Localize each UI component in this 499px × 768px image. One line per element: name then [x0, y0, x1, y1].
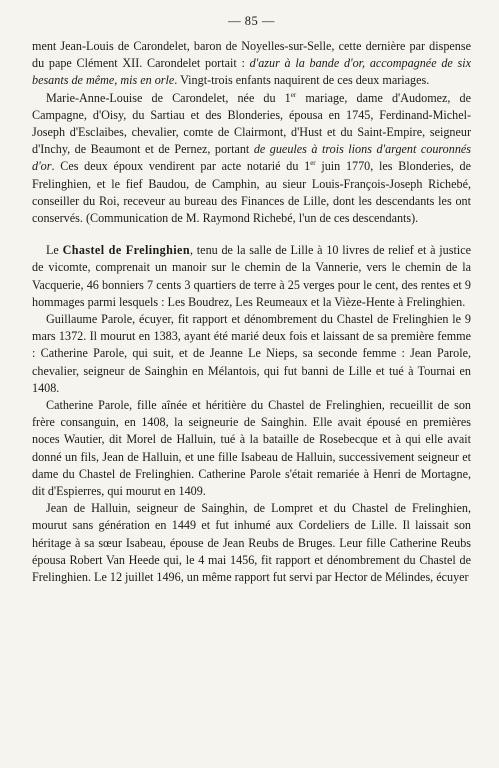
text-run: . Vingt-trois enfants naquirent de ces deux mariages. — [174, 73, 430, 88]
paragraph-marie-anne-louise — [32, 90, 471, 228]
superscript: er — [310, 159, 316, 168]
text-run: Le — [46, 243, 63, 258]
superscript: er — [290, 90, 297, 99]
paragraph-jean-de-halluin: Jean de Halluin, seigneur de Sainghin, de Lompret et du Chastel de Frelinghien, mourut sans génération en 1449 et fut inhumé aux Cordeliers de Lille. Il laissait son héritage à sa sœur Isabeau, épouse de Jean Reubs de Bruges. Leur fille Catherine Reubs épousa Robert Van Heede qui, le 4 mai 1456, fit rapport et dénombrement du Chastel de Frelinghien. Le 12 juillet 1496, un même rapport fut servi par Hector de Mélindes, écuyer — [32, 501, 471, 585]
text-run: . Ces deux époux vendirent par acte notarié du 1 — [51, 159, 311, 174]
paragraph-carondelet-continuation — [32, 38, 471, 90]
text-run: mariage, dame d'Audomez, de Campagne, d'Oisy, du Sartiau et des Blonderies, épousa en 1745, Ferdinand-Michel-Joseph d'Esclaibes, chevalier, comte de Clairmont, d'Hust et du Saint-Empire, seigneur d'Inchy, de Beaumont et de Pernez, portant — [32, 90, 472, 157]
section-break — [32, 227, 471, 242]
paragraph-guillaume-parole: Guillaume Parole, écuyer, fit rapport et dénombrement du Chastel de Frelinghien le 9 mars 1372. Il mourut en 1383, ayant été marié deux fois et laissant de sa première femme : Catherine Parole, qui suit, et de Jeanne Le Nieps, sa seconde femme : Jean Parole, chevalier, seigneur de Sainghin en Mélantois, qui fut banni de Lille et tué à Tournai en 1408. — [32, 312, 471, 395]
paragraph-chastel-de-frelinghien — [32, 242, 471, 311]
text-run: juin 1770, les Blonderies, de Frelinghien, et le fief Baudou, de Camphin, au sieur Louis-François-Joseph Richebé, conseiller du Roi, receveur au bureau des Finances de Lille, dont les descendants les ont conservés. (Communication de M. Raymond Richebé, l'un de ces descendants). — [32, 159, 471, 226]
text-run: Marie-Anne-Louise de Carondelet, née du 1 — [46, 90, 291, 105]
text-run: ment Jean-Louis de Carondelet, baron de Noyelles-sur-Selle, cette dernière par dispense du pape Clément XII. Carondelet portait : — [32, 39, 471, 71]
heading-term: Chastel de Frelinghien — [62, 243, 190, 258]
page-number: — 85 — — [228, 14, 275, 28]
paragraph-catherine-parole: Catherine Parole, fille aînée et héritière du Chastel de Frelinghien, recueillit de son frère consanguin, en 1408, la seigneurie de Sainghin. Elle avait épousé en premières noces Wautier, dit Morel de Halluin, tué à la bataille de Rosebecque et à qui elle avait donné un fils, Jean de Halluin, et une fille Isabeau de Halluin, successivement seigneur et dame du Chastel de Frelinghien. Catherine Parole s'était remariée à Henri de Mortagne, dit d'Espierres, qui mourut en 1409. — [32, 398, 471, 499]
italic-blazon: de gueules à trois lions d'argent couronnés d'or — [32, 142, 471, 174]
text-run: , tenu de la salle de Lille à 10 livres de relief et à justice de vicomte, comprenait un manoir sur le chemin de la Vannerie, vers le chemin de la Vacquerie, 46 bonniers 7 cents 3 quartiers de terre à 25 verges pour le cent, des rentes et 9 hommages parmi lesquels : Les Boudrez, Les Reumeaux et la Vièze-Hente à Frelinghien. — [32, 243, 471, 309]
italic-blazon: d'azur à la bande d'or, accompagnée de six besants de même, mis en orle — [32, 56, 471, 88]
